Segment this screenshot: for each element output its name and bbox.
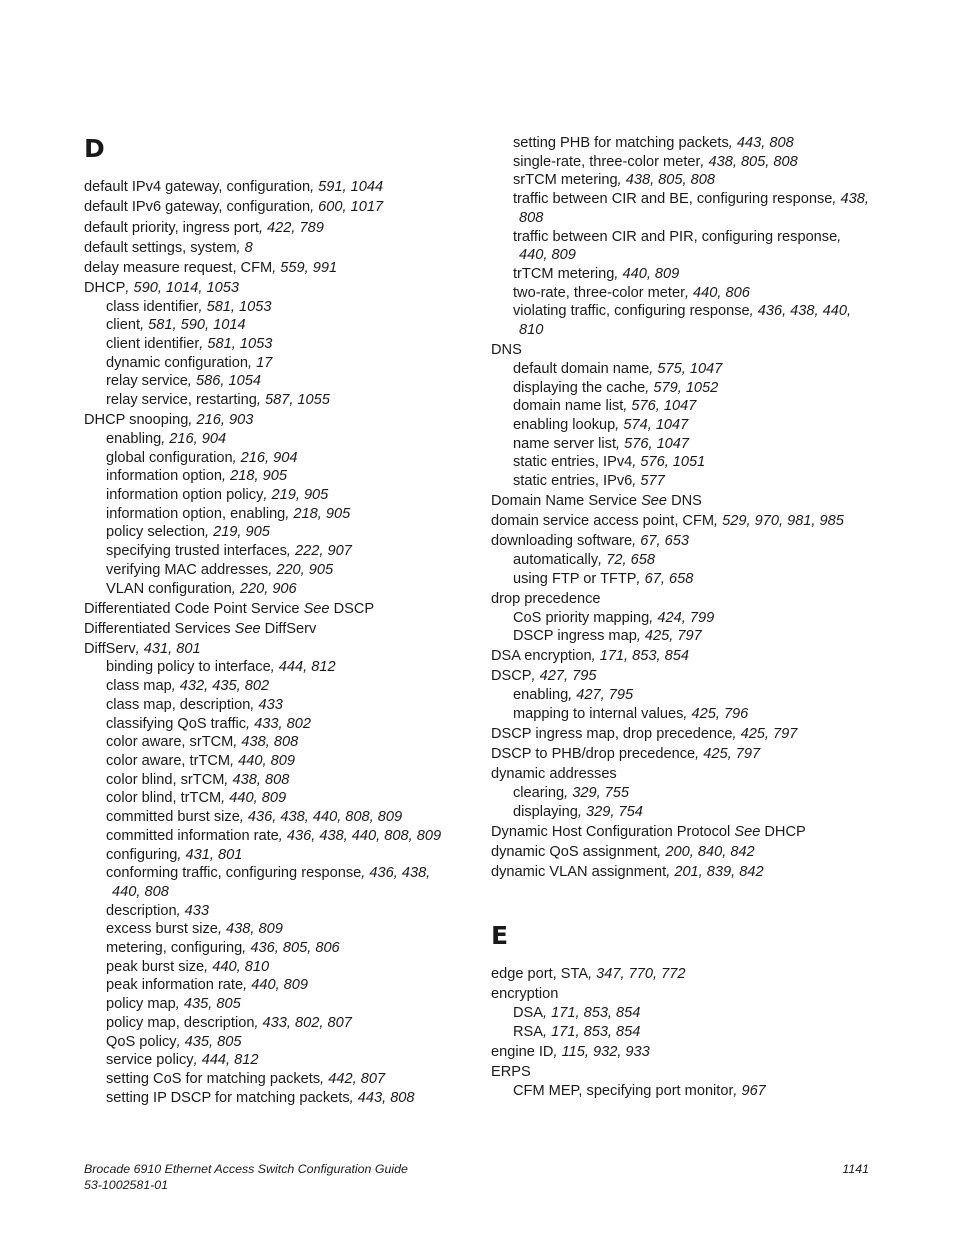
index-term: DHCP snooping: [84, 412, 189, 429]
page-references: , 200, 840, 842: [657, 843, 755, 860]
index-subentry: [491, 551, 881, 570]
page-references: , 220, 905: [268, 561, 334, 578]
index-subentry: [84, 1089, 474, 1108]
index-term: clearing: [513, 784, 565, 801]
index-subentry: [84, 523, 474, 542]
index-term: Dynamic Host Configuration Protocol: [491, 823, 731, 840]
index-entry: [491, 765, 881, 784]
page-references: , 171, 853, 854: [543, 1005, 641, 1022]
index-subentry: [84, 976, 474, 995]
index-term: DiffServ: [84, 640, 136, 657]
index-term: policy map: [106, 996, 176, 1013]
index-term: class map, description: [106, 696, 251, 713]
index-term: relay service: [106, 373, 188, 390]
index-entry: [491, 512, 881, 531]
see-reference-label: See: [641, 493, 668, 510]
page-references: , 432, 435, 802: [171, 678, 270, 695]
index-subentry: [491, 360, 881, 379]
index-term: DSCP ingress map, drop precedence: [491, 725, 733, 742]
index-term: committed information rate: [106, 827, 279, 844]
index-term: domain name list: [513, 398, 624, 415]
index-term: specifying trusted interfaces: [106, 543, 287, 560]
page-references: , 440, 810: [204, 958, 270, 975]
index-subentry: [491, 627, 881, 646]
index-entries-d-right: [491, 134, 881, 882]
index-term: peak information rate: [106, 977, 244, 994]
index-term: dynamic VLAN assignment: [491, 863, 667, 880]
index-term: drop precedence: [491, 590, 601, 607]
index-term: client identifier: [106, 335, 200, 352]
index-term: description: [106, 902, 177, 919]
see-reference-target: DNS: [667, 493, 702, 510]
index-term: color aware, srTCM: [106, 734, 234, 751]
footer-title: Brocade 6910 Ethernet Access Switch Configuration Guide: [84, 1162, 408, 1176]
index-term: using FTP or TFTP: [513, 570, 637, 587]
index-term: encryption: [491, 986, 559, 1003]
page-references: , 438, 809: [217, 921, 283, 938]
page-references: , 72, 658: [598, 552, 655, 569]
page-references: , 433, 802: [246, 715, 311, 732]
page-references: , 435, 805: [175, 996, 241, 1013]
index-subentry: [491, 705, 881, 724]
index-entry: [491, 823, 881, 842]
index-term: dynamic addresses: [491, 766, 617, 783]
index-term: single-rate, three-color meter: [513, 153, 701, 170]
index-entry: [491, 667, 881, 686]
page-references: , 435, 805: [176, 1033, 242, 1050]
index-subentry: [84, 354, 474, 373]
index-term: color aware, trTCM: [106, 753, 231, 769]
index-term: static entries, IPv6: [513, 473, 633, 490]
index-subentry: [491, 686, 881, 705]
index-subentry: [84, 696, 474, 715]
page-references: , 590, 1014, 1053: [125, 279, 239, 296]
index-subentry: [84, 1070, 474, 1089]
index-subentry: [84, 715, 474, 734]
index-entry: [491, 647, 881, 666]
page-references: , 17: [247, 354, 273, 371]
index-subentry: [491, 416, 881, 435]
index-subentry: [491, 1023, 881, 1042]
page-references: , 216, 904: [161, 430, 227, 447]
index-term: setting PHB for matching packets: [513, 135, 729, 151]
index-term: DSA: [513, 1005, 544, 1022]
page-references: , 218, 905: [222, 468, 287, 485]
page-references: , 431, 801: [177, 846, 243, 863]
index-entry: [491, 532, 881, 551]
page-references-continued: 440, 809: [519, 247, 576, 264]
footer-page-number: 1141: [842, 1162, 869, 1176]
index-term: DSA encryption: [491, 648, 592, 665]
page-references: , 436, 438, 440,: [749, 303, 852, 320]
index-term: client: [106, 317, 141, 334]
index-entry: [84, 239, 474, 258]
index-term: configuring: [106, 846, 178, 863]
page-references: , 67, 653: [632, 533, 689, 550]
page-references: , 425, 797: [636, 628, 702, 645]
index-term: traffic between CIR and BE, configuring response: [513, 191, 833, 208]
index-subentry: [84, 449, 474, 468]
page-references: , 433, 802, 807: [254, 1014, 352, 1031]
index-subentry: [84, 561, 474, 580]
page-references: , 436, 438, 440, 808, 809: [239, 809, 403, 826]
index-term: Differentiated Code Point Service: [84, 600, 300, 617]
page-references: , 559, 991: [272, 259, 338, 276]
page-references: , 576, 1051: [632, 454, 706, 471]
see-reference-target: DiffServ: [260, 620, 317, 637]
page-references: , 440, 806: [684, 284, 750, 301]
page-references: ,: [837, 228, 842, 245]
index-entry: [491, 492, 881, 511]
page-references: , 427, 795: [568, 687, 634, 704]
page-references: , 67, 658: [636, 570, 694, 587]
index-term: class identifier: [106, 298, 199, 315]
index-term: relay service, restarting: [106, 392, 257, 409]
index-subentry: [491, 1082, 881, 1101]
index-term: default IPv4 gateway, configuration: [84, 179, 311, 196]
index-subentry: [491, 570, 881, 589]
index-subentry: [491, 435, 881, 454]
index-term: conforming traffic, configuring response: [106, 865, 362, 882]
index-subentry: [84, 864, 474, 901]
page-references: , 967: [733, 1082, 766, 1099]
index-term: Domain Name Service: [491, 493, 637, 510]
index-subentry: [491, 1004, 881, 1023]
index-subentry: [491, 397, 881, 416]
page-references: , 201, 839, 842: [666, 863, 764, 880]
index-term: delay measure request, CFM: [84, 259, 273, 276]
page-references: , 347, 770, 772: [588, 966, 686, 983]
index-term: enabling lookup: [513, 416, 616, 433]
index-term: displaying: [513, 803, 578, 820]
page-references: , 440, 809: [221, 790, 287, 807]
index-subentry: [84, 372, 474, 391]
index-term: default priority, ingress port: [84, 219, 259, 236]
page-references: , 329, 754: [577, 803, 643, 820]
index-subentry: [84, 1051, 474, 1070]
index-term: committed burst size: [106, 809, 240, 826]
index-subentry: [84, 846, 474, 865]
index-subentry: [491, 228, 881, 265]
page-references: , 576, 1047: [616, 435, 690, 452]
index-term: traffic between CIR and PIR, configuring response: [513, 228, 838, 245]
index-term: mapping to internal values: [513, 705, 684, 722]
index-entry: [491, 843, 881, 862]
page-references: , 587, 1055: [256, 392, 330, 409]
index-subentry: [491, 265, 881, 284]
page-references: , 436, 438, 440, 808, 809: [278, 827, 442, 844]
page-references: , 575, 1047: [649, 360, 723, 377]
index-entry: [84, 411, 474, 430]
index-term: DSCP: [491, 668, 532, 685]
index-entry: [491, 1063, 881, 1082]
index-term: dynamic QoS assignment: [491, 843, 658, 860]
index-term: dynamic configuration: [106, 354, 248, 371]
index-subentry: [491, 609, 881, 628]
index-subentry: [491, 472, 881, 491]
page-references: , 171, 853, 854: [591, 648, 689, 665]
index-entry: [84, 600, 474, 619]
index-term: trTCM metering: [513, 265, 615, 282]
see-reference-label: See: [234, 620, 261, 637]
index-entry: [491, 965, 881, 984]
index-subentry: [84, 920, 474, 939]
index-subentry: [84, 733, 474, 752]
index-term: policy selection: [106, 524, 205, 541]
index-term: information option policy: [106, 486, 264, 503]
page-references: , 425, 796: [683, 705, 749, 722]
index-entry: [84, 178, 474, 197]
index-term: violating traffic, configuring response: [513, 303, 750, 320]
index-entry: [491, 985, 881, 1004]
index-term: color blind, srTCM: [106, 771, 225, 788]
page-references: , 216, 903: [188, 412, 254, 429]
footer-docnum: 53-1002581-01: [84, 1178, 169, 1192]
index-subentry: [84, 1033, 474, 1052]
page-references: , 219, 905: [204, 524, 270, 541]
index-subentry: [84, 677, 474, 696]
index-term: DSCP ingress map: [513, 628, 637, 645]
index-term: setting IP DSCP for matching packets: [106, 1089, 350, 1106]
index-subentry: [84, 335, 474, 354]
index-term: srTCM metering: [513, 172, 618, 189]
page-references: , 438, 808: [233, 734, 299, 751]
index-subentry: [84, 505, 474, 524]
index-term: DNS: [491, 342, 522, 359]
index-term: downloading software: [491, 533, 633, 550]
page-references: , 171, 853, 854: [543, 1023, 641, 1040]
index-subentry: [491, 171, 881, 190]
index-entry: [84, 219, 474, 238]
index-entries-d-left: [84, 177, 474, 1107]
index-subentry: [84, 580, 474, 599]
page-references: , 440, 809: [230, 753, 295, 769]
index-subentry: [84, 752, 474, 771]
page-references: , 433: [176, 902, 210, 919]
index-subentry: [491, 453, 881, 472]
page-references: , 427, 795: [531, 668, 597, 685]
index-subentry: [84, 1014, 474, 1033]
page-references: , 577: [632, 473, 665, 490]
see-reference-label: See: [734, 823, 761, 840]
page-references: , 444, 812: [270, 659, 336, 676]
index-entry: [84, 259, 474, 278]
page-references: , 8: [236, 239, 253, 256]
index-term: classifying QoS traffic: [106, 715, 247, 732]
index-term: default IPv6 gateway, configuration: [84, 199, 311, 216]
index-term: ERPS: [491, 1064, 531, 1081]
index-subentry: [84, 430, 474, 449]
page-references: , 443, 808: [728, 135, 794, 151]
index-term: automatically: [513, 552, 599, 569]
index-term: CFM MEP, specifying port monitor: [513, 1082, 734, 1099]
page-references: , 329, 755: [564, 784, 630, 801]
index-entry: [491, 863, 881, 882]
page-references: , 579, 1052: [645, 379, 719, 396]
index-subentry: [491, 134, 881, 153]
index-subentry: [84, 486, 474, 505]
index-term: service policy: [106, 1052, 194, 1069]
page-references: , 436, 438,: [361, 865, 431, 882]
see-reference-label: See: [303, 600, 330, 617]
page-references: , 222, 907: [286, 543, 352, 560]
index-subentry: [84, 316, 474, 335]
page-references: , 436, 805, 806: [242, 940, 340, 957]
page-references: , 438, 808: [224, 771, 290, 788]
index-term: RSA: [513, 1023, 544, 1040]
index-subentry: [84, 658, 474, 677]
index-subentry: [84, 808, 474, 827]
index-term: enabling: [513, 687, 569, 704]
index-term: static entries, IPv4: [513, 454, 633, 471]
page-references: , 422, 789: [258, 219, 324, 236]
index-entry: [491, 590, 881, 609]
index-subentry: [84, 391, 474, 410]
index-term: engine ID: [491, 1043, 554, 1060]
index-subentry: [491, 302, 881, 339]
index-term: two-rate, three-color meter: [513, 284, 685, 301]
page-references: , 218, 905: [285, 505, 351, 522]
index-entry: [491, 745, 881, 764]
page-references: , 574, 1047: [615, 416, 689, 433]
index-entry: [84, 640, 474, 659]
index-subentry: [84, 789, 474, 808]
page-references: , 600, 1017: [310, 199, 384, 216]
page-references: , 425, 797: [732, 725, 798, 742]
index-letter-e: E: [491, 921, 509, 950]
page-references: , 591, 1044: [310, 179, 384, 196]
page-references: , 438, 805, 808: [700, 153, 798, 170]
index-term: policy map, description: [106, 1014, 255, 1031]
index-entry: [84, 279, 474, 298]
page-references: , 438,: [832, 191, 869, 208]
page-references: , 581, 1053: [199, 335, 273, 352]
index-subentry: [491, 803, 881, 822]
page-references-continued: 440, 808: [112, 883, 169, 900]
page-references: , 581, 590, 1014: [140, 317, 246, 334]
index-subentry: [84, 542, 474, 561]
index-term: excess burst size: [106, 921, 218, 938]
footer-doc-info: [84, 1161, 408, 1193]
index-subentry: [84, 958, 474, 977]
index-term: displaying the cache: [513, 379, 646, 396]
index-term: binding policy to interface: [106, 659, 271, 676]
page-references: , 440, 809: [614, 265, 680, 282]
page-references: , 433: [250, 696, 283, 713]
page-references: , 438, 805, 808: [617, 172, 715, 189]
see-reference-target: DSCP: [329, 600, 375, 617]
index-entry: [491, 1043, 881, 1062]
index-subentry: [84, 827, 474, 846]
page-references: , 529, 970, 981, 985: [714, 513, 844, 530]
page-references: , 216, 904: [232, 449, 298, 466]
index-subentry: [84, 995, 474, 1014]
page-references-continued: 808: [519, 209, 544, 226]
index-subentry: [491, 153, 881, 172]
page-references: , 431, 801: [135, 640, 201, 657]
see-reference-target: DHCP: [760, 823, 806, 840]
index-term: DHCP: [84, 279, 126, 296]
index-term: metering, configuring: [106, 940, 243, 957]
page-references: , 219, 905: [263, 486, 329, 503]
index-subentry: [84, 902, 474, 921]
index-letter-d: D: [84, 134, 105, 163]
index-term: enabling: [106, 430, 162, 447]
index-term: default settings, system: [84, 239, 237, 256]
index-term: domain service access point, CFM: [491, 513, 715, 530]
page-references: , 586, 1054: [187, 373, 261, 390]
index-term: edge port, STA: [491, 966, 589, 983]
index-term: CoS priority mapping: [513, 609, 650, 626]
page-references: , 115, 932, 933: [553, 1043, 650, 1060]
index-entry: [84, 620, 474, 639]
index-subentry: [491, 190, 881, 227]
index-term: class map: [106, 678, 172, 695]
page-references: , 444, 812: [193, 1052, 259, 1069]
index-term: global configuration: [106, 449, 233, 466]
index-term: Differentiated Services: [84, 620, 231, 637]
page-references: , 424, 799: [649, 609, 715, 626]
index-term: name server list: [513, 435, 616, 452]
index-subentry: [491, 784, 881, 803]
index-entry: [84, 198, 474, 217]
index-term: VLAN configuration: [106, 580, 232, 597]
page-references: , 442, 807: [320, 1070, 386, 1087]
page-references-continued: 810: [519, 322, 544, 339]
index-subentry: [491, 284, 881, 303]
index-term: QoS policy: [106, 1033, 177, 1050]
page-references: , 425, 797: [695, 746, 761, 763]
index-entry: [491, 725, 881, 744]
index-subentry: [84, 298, 474, 317]
page-references: , 576, 1047: [623, 398, 697, 415]
index-subentry: [84, 467, 474, 486]
index-subentry: [84, 939, 474, 958]
index-term: color blind, trTCM: [106, 790, 222, 807]
index-term: peak burst size: [106, 958, 205, 975]
index-term: information option: [106, 468, 223, 485]
index-entry: [491, 341, 881, 360]
index-term: default domain name: [513, 360, 650, 377]
index-entries-e-right: [491, 964, 881, 1100]
index-subentry: [84, 771, 474, 790]
index-term: DSCP to PHB/drop precedence: [491, 746, 696, 763]
index-term: setting CoS for matching packets: [106, 1070, 321, 1087]
index-term: information option, enabling: [106, 505, 286, 522]
page-references: , 220, 906: [231, 580, 297, 597]
page-references: , 581, 1053: [198, 298, 272, 315]
index-subentry: [491, 379, 881, 398]
page-references: , 443, 808: [349, 1089, 415, 1106]
page-references: , 440, 809: [243, 977, 309, 994]
index-term: verifying MAC addresses: [106, 561, 269, 578]
